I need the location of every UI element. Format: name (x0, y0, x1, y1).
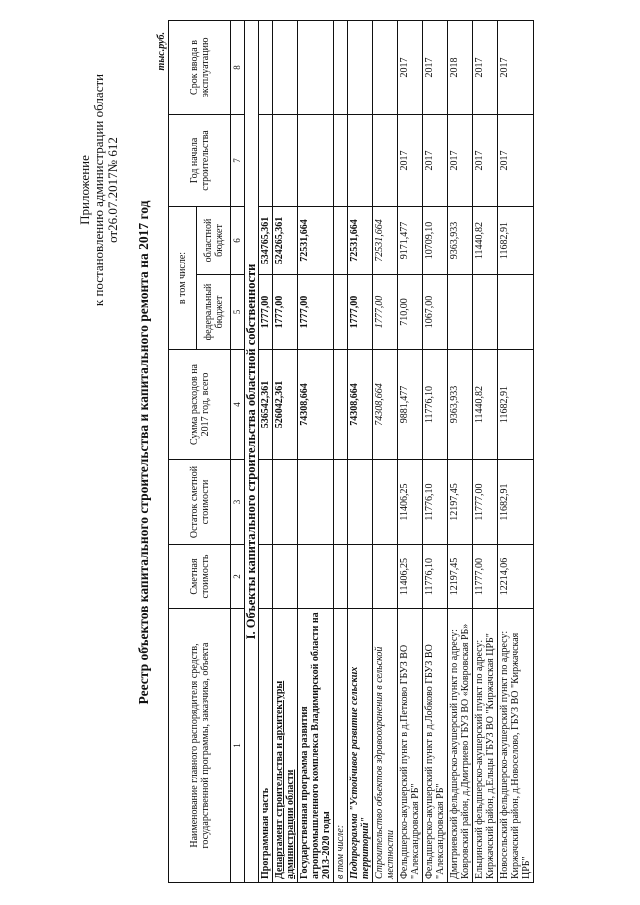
cell-estimate (273, 545, 298, 609)
cell-remaining (259, 460, 273, 545)
cell-estimate (348, 545, 373, 609)
cell-federal: 1777,00 (348, 275, 373, 350)
cell-commission (259, 21, 273, 115)
cell-regional: 72531,664 (373, 207, 398, 275)
table-row (334, 21, 348, 883)
row-name: Фельдшерско-акушерский пункт в д.Лобково ГБУЗ ВО "Александровская РБ" (423, 609, 448, 883)
units-label: тыс.руб. (156, 32, 167, 71)
cell-federal: 1777,00 (259, 275, 273, 350)
col-header-estimate: Сметная стоимость (169, 545, 231, 609)
cell-expenses: 11440,82 (473, 350, 498, 460)
row-name: Дмитриевский фельдшерско-акушерский пункт по адресу: Ковровский район, д.Дмитриево ГБУЗ ВО «Ковровская РБ» (448, 609, 473, 883)
cell-federal (498, 275, 534, 350)
cell-remaining (273, 460, 298, 545)
section-title: I. Объекты капитального строительства областной собственности (245, 21, 259, 883)
cell-regional: 524265,361 (273, 207, 298, 275)
cell-regional: 11440,82 (473, 207, 498, 275)
appendix-date-line: от26.07.2017№ 612 (105, 137, 120, 243)
cell-remaining: 12197,45 (448, 460, 473, 545)
col-index: 3 (231, 460, 245, 545)
row-name: Строительство объектов здравоохранения в сельской местности (373, 609, 398, 883)
row-name: Фельдшерско-акушерский пункт в д.Петково ГБУЗ ВО "Александровская РБ" (398, 609, 423, 883)
cell-expenses: 74308,664 (348, 350, 373, 460)
cell-start-year: 2017 (398, 115, 423, 207)
row-name: Ельцинский фельдшерско-акушерский пункт по адресу: Киржачский район, д.Ельцы ГБУЗ ВО "Киржачская ЦРБ" (473, 609, 498, 883)
table-row (473, 21, 498, 883)
appendix-header (78, 40, 120, 340)
row-name: в том числе: (334, 609, 348, 883)
cell-start-year: 2017 (498, 115, 534, 207)
cell-regional (334, 207, 348, 275)
cell-start-year (298, 115, 334, 207)
cell-estimate: 11406,25 (398, 545, 423, 609)
cell-remaining (373, 460, 398, 545)
row-name: Государственная программа развития агропромышленного комплекса Владимирской области на 2013-2020 годы (298, 609, 334, 883)
cell-start-year (334, 115, 348, 207)
table-row (423, 21, 448, 883)
section-row (245, 21, 259, 883)
cell-commission: 2017 (498, 21, 534, 115)
appendix-decree-line: к постановлению администрации области (91, 73, 106, 307)
cell-start-year: 2017 (473, 115, 498, 207)
col-header-regional: областной бюджет (197, 207, 231, 275)
cell-start-year (259, 115, 273, 207)
cell-regional: 72531,664 (298, 207, 334, 275)
document-title: Реестр объектов капитального строительства и капитального ремонта на 2017 год (136, 200, 151, 705)
col-header-federal: федеральный бюджет (197, 275, 231, 350)
cell-start-year (273, 115, 298, 207)
cell-expenses: 11682,91 (498, 350, 534, 460)
row-name: Департамент строительства и архитектуры администрации области (273, 609, 298, 883)
col-header-remaining: Остаток сметной стоимости (169, 460, 231, 545)
cell-estimate (373, 545, 398, 609)
cell-regional: 10709,10 (423, 207, 448, 275)
col-index: 8 (231, 21, 245, 115)
col-header-expenses: Сумма расходов на 2017 год, всего (169, 350, 231, 460)
col-header-start-year: Год начала строительства (169, 115, 231, 207)
cell-commission (273, 21, 298, 115)
cell-regional: 9363,933 (448, 207, 473, 275)
cell-commission: 2017 (473, 21, 498, 115)
cell-expenses: 74308,664 (298, 350, 334, 460)
cell-start-year: 2017 (448, 115, 473, 207)
cell-commission (348, 21, 373, 115)
cell-start-year (348, 115, 373, 207)
col-header-commission: Срок ввода в эксплуатацию (169, 21, 231, 115)
cell-estimate (334, 545, 348, 609)
cell-commission (373, 21, 398, 115)
cell-federal: 1777,00 (298, 275, 334, 350)
col-index: 2 (231, 545, 245, 609)
cell-commission (334, 21, 348, 115)
col-index: 4 (231, 350, 245, 460)
cell-commission: 2017 (423, 21, 448, 115)
cell-remaining: 11776,10 (423, 460, 448, 545)
cell-commission: 2017 (398, 21, 423, 115)
row-name: Программная часть (259, 609, 273, 883)
cell-remaining: 11406,25 (398, 460, 423, 545)
cell-start-year (373, 115, 398, 207)
cell-regional: 11682,91 (498, 207, 534, 275)
column-index-row (231, 21, 245, 883)
cell-regional: 72531,664 (348, 207, 373, 275)
appendix-label: Приложение (77, 155, 92, 225)
cell-expenses: 11776,10 (423, 350, 448, 460)
cell-remaining: 11682,91 (498, 460, 534, 545)
cell-commission (298, 21, 334, 115)
cell-federal (473, 275, 498, 350)
table-row (348, 21, 373, 883)
col-index: 6 (231, 207, 245, 275)
row-name: Подпрограмма "Устойчивое развитие сельских территорий" (348, 609, 373, 883)
registry-table (168, 20, 534, 883)
cell-estimate: 11776,10 (423, 545, 448, 609)
col-index: 7 (231, 115, 245, 207)
cell-estimate (259, 545, 273, 609)
cell-commission: 2018 (448, 21, 473, 115)
cell-estimate: 12197,45 (448, 545, 473, 609)
cell-start-year: 2017 (423, 115, 448, 207)
cell-expenses: 536542,361 (259, 350, 273, 460)
col-index: 1 (231, 609, 245, 883)
cell-regional: 534765,361 (259, 207, 273, 275)
cell-federal: 710,00 (398, 275, 423, 350)
cell-remaining (298, 460, 334, 545)
cell-federal (448, 275, 473, 350)
row-name: Новосельский фельдшерско-акушерский пункт по адресу: Киржачский район, д.Новоселово, ГБУЗ ВО "Киржачская ЦРБ" (498, 609, 534, 883)
cell-expenses: 526042,361 (273, 350, 298, 460)
cell-estimate: 11777,00 (473, 545, 498, 609)
cell-estimate: 12214,06 (498, 545, 534, 609)
cell-expenses: 9363,933 (448, 350, 473, 460)
cell-expenses: 9881,477 (398, 350, 423, 460)
table-row (273, 21, 298, 883)
col-header-including: в том числе: (169, 207, 197, 350)
cell-federal: 1777,00 (273, 275, 298, 350)
table-row (498, 21, 534, 883)
cell-regional: 9171,477 (398, 207, 423, 275)
cell-expenses (334, 350, 348, 460)
cell-expenses: 74308,664 (373, 350, 398, 460)
cell-remaining: 11777,00 (473, 460, 498, 545)
cell-remaining (334, 460, 348, 545)
table-row (398, 21, 423, 883)
cell-federal (334, 275, 348, 350)
cell-federal: 1777,00 (373, 275, 398, 350)
col-header-name: Наименование главного распорядителя средств, государственной программы, заказчика, объекта (169, 609, 231, 883)
table-row (448, 21, 473, 883)
cell-estimate (298, 545, 334, 609)
col-index: 5 (231, 275, 245, 350)
table-row (259, 21, 273, 883)
table-row (298, 21, 334, 883)
table-row (373, 21, 398, 883)
cell-federal: 1067,00 (423, 275, 448, 350)
cell-remaining (348, 460, 373, 545)
